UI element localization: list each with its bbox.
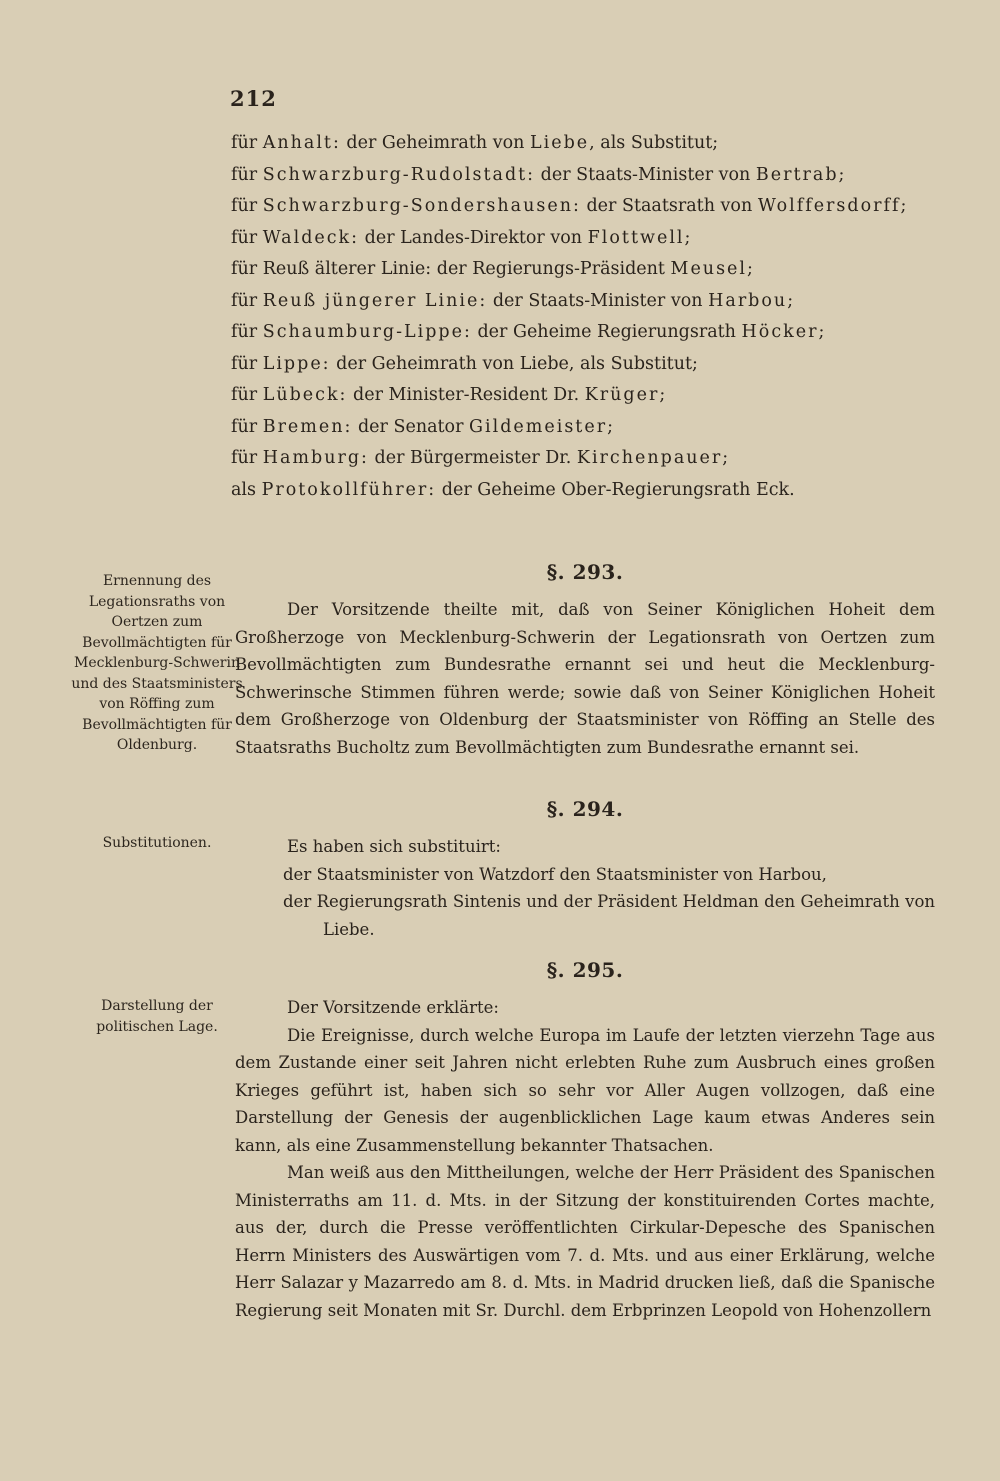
list-role: der Senator xyxy=(357,416,464,437)
section-paragraph: Der Vorsitzende theilte mit, daß von Seiner Königlichen Hoheit dem Großherzoge von Mecklenburg-Schwerin der Legationsrath von Oertzen zum Bevollmächtigten zum Bundesrathe ernannt sei und heut die Mecklenburg-Schwerinsche Stimmen führen werde; sowie daß von Seiner Königlichen Hoheit dem Großherzoge von Oldenburg der Staatsminister von Röffing an Stelle des Staatsraths Bucholtz zum Bevollmächtigten zum Bundesrathe ernannt sei. xyxy=(235,600,935,757)
state-name: Bremen: xyxy=(262,416,353,437)
list-tail: ; xyxy=(659,385,666,405)
state-name: Schwarzburg-Sondershausen: xyxy=(262,196,581,216)
list-tail: ; xyxy=(722,448,729,468)
list-item xyxy=(231,286,971,318)
section-paragraph: Die Ereignisse, durch welche Europa im Laufe der letzten vierzehn Tage aus dem Zustande einer seit Jahren nicht erlebten Ruhe zum Ausbruch eines großen Krieges geführt ist, haben sich so sehr vor Aller Augen vollzogen, daß eine Darstellung der Genesis der augenblicklichen Lage kaum etwas Anderes sein kann, als eine Zusammenstellung bekannter Thatsachen. xyxy=(235,1025,935,1155)
list-tail: . xyxy=(789,479,795,500)
section-295 xyxy=(235,958,935,1324)
list-role: der Regierungs-Präsident xyxy=(436,259,665,279)
state-name: Reuß jüngerer Linie: xyxy=(262,290,488,311)
list-prefix: für xyxy=(231,416,258,437)
list-prefix: für xyxy=(231,322,258,342)
section-heading: §. 295. xyxy=(546,958,624,982)
person-name: Kirchenpauer xyxy=(576,448,723,468)
margin-note-substitutions: Substitutionen. xyxy=(102,835,212,851)
list-prefix: für xyxy=(231,385,258,405)
list-tail: ; xyxy=(818,322,825,342)
list-item xyxy=(231,475,971,507)
list-item xyxy=(231,443,971,475)
section-293 xyxy=(235,560,935,761)
state-name: Reuß älterer Linie: xyxy=(262,259,432,279)
state-name: Schwarzburg-Rudolstadt: xyxy=(262,164,536,185)
list-prefix: für xyxy=(231,227,258,248)
list-prefix: für xyxy=(231,259,258,279)
section-paragraph: Man weiß aus den Mittheilungen, welche der Herr Präsident des Spanischen Ministerraths am 11. d. Mts. in der Sitzung der konstituirenden Cortes machte, aus der, durch die Presse veröffentlichten Cirkular-Depesche des Spanischen Herrn Ministers des Auswärtigen vom 7. d. Mts. und aus einer Erklärung, welche Herr Salazar y Mazarredo am 8. d. Mts. in Madrid drucken ließ, daß die Spanische Regierung seit Monaten mit Sr. Durchl. dem Erbprinzen Leopold von Hohenzollern xyxy=(235,1163,935,1320)
list-item xyxy=(231,160,971,192)
list-item xyxy=(231,412,971,444)
list-role: der Minister-Resident Dr. xyxy=(353,385,580,405)
representatives-list xyxy=(231,128,971,506)
list-tail: ; xyxy=(747,259,753,279)
page-number: 212 xyxy=(230,86,277,111)
list-tail: ; xyxy=(838,164,845,185)
section-heading: §. 294. xyxy=(546,797,624,821)
list-role: der Geheime Regierungsrath xyxy=(477,322,736,342)
person-name: Liebe xyxy=(519,353,569,374)
list-item xyxy=(231,254,971,286)
state-name: Hamburg: xyxy=(262,448,369,468)
list-role: der Landes-Direktor von xyxy=(364,227,583,248)
list-role: der Staats-Minister von xyxy=(492,290,703,311)
list-item xyxy=(231,349,971,381)
list-item xyxy=(231,380,971,412)
section-intro: Es haben sich substituirt: xyxy=(287,837,501,856)
list-role: der Geheimrath von xyxy=(346,133,525,153)
list-role: der Geheime Ober-Regierungsrath xyxy=(441,479,751,500)
state-name: Lübeck: xyxy=(262,385,348,405)
section-intro: Der Vorsitzende erklärte: xyxy=(287,998,499,1017)
list-role: der Staatsrath von xyxy=(586,196,753,216)
list-prefix: für xyxy=(231,164,258,185)
person-name: Flottwell xyxy=(587,227,685,248)
state-name: Schaumburg-Lippe: xyxy=(262,322,472,342)
person-name: Eck xyxy=(755,479,790,500)
person-name: Gildemeister xyxy=(469,416,608,437)
state-name: Lippe: xyxy=(262,353,331,374)
state-name: Protokollführer: xyxy=(261,479,437,500)
margin-note-political-situation: Darstellung der politischen Lage. xyxy=(96,998,218,1035)
person-name: Krüger xyxy=(584,385,660,405)
list-item xyxy=(231,191,971,223)
list-tail: , als Substitut; xyxy=(568,353,698,374)
list-tail: ; xyxy=(684,227,691,248)
list-tail: , als Substitut; xyxy=(589,133,719,153)
list-item xyxy=(231,128,971,160)
list-item xyxy=(231,317,971,349)
person-name: Wolffersdorff xyxy=(757,196,901,216)
section-294 xyxy=(235,797,935,943)
substitution-item: der Regierungsrath Sintenis und der Präsident Heldman den Geheimrath von Liebe. xyxy=(283,892,935,939)
list-prefix: für xyxy=(231,290,258,311)
person-name: Meusel xyxy=(670,259,748,279)
person-name: Harbou xyxy=(708,290,788,311)
list-prefix: als xyxy=(231,479,257,500)
list-role: der Staats-Minister von xyxy=(540,164,751,185)
person-name: Liebe xyxy=(530,133,590,153)
list-role: der Bürgermeister Dr. xyxy=(374,448,572,468)
section-heading: §. 293. xyxy=(546,560,624,584)
list-prefix: für xyxy=(231,133,258,153)
list-tail: ; xyxy=(900,196,907,216)
person-name: Höcker xyxy=(741,322,819,342)
list-prefix: für xyxy=(231,353,258,374)
list-tail: ; xyxy=(787,290,794,311)
margin-note-appointment: Ernennung des Legationsraths von Oertzen zum Bevollmächtigten für Mecklenburg-Schwerin und des Staatsministers von Röffing zum Bevollmächtigten für Oldenburg. xyxy=(71,573,243,753)
list-tail: ; xyxy=(607,416,613,437)
substitution-item: der Staatsminister von Watzdorf den Staatsminister von Harbou, xyxy=(283,864,827,884)
state-name: Anhalt: xyxy=(262,133,341,153)
list-prefix: für xyxy=(231,448,258,468)
list-prefix: für xyxy=(231,196,258,216)
list-item xyxy=(231,223,971,255)
list-role: der Geheimrath von xyxy=(336,353,515,374)
state-name: Waldeck: xyxy=(262,227,360,248)
person-name: Bertrab xyxy=(755,164,839,185)
